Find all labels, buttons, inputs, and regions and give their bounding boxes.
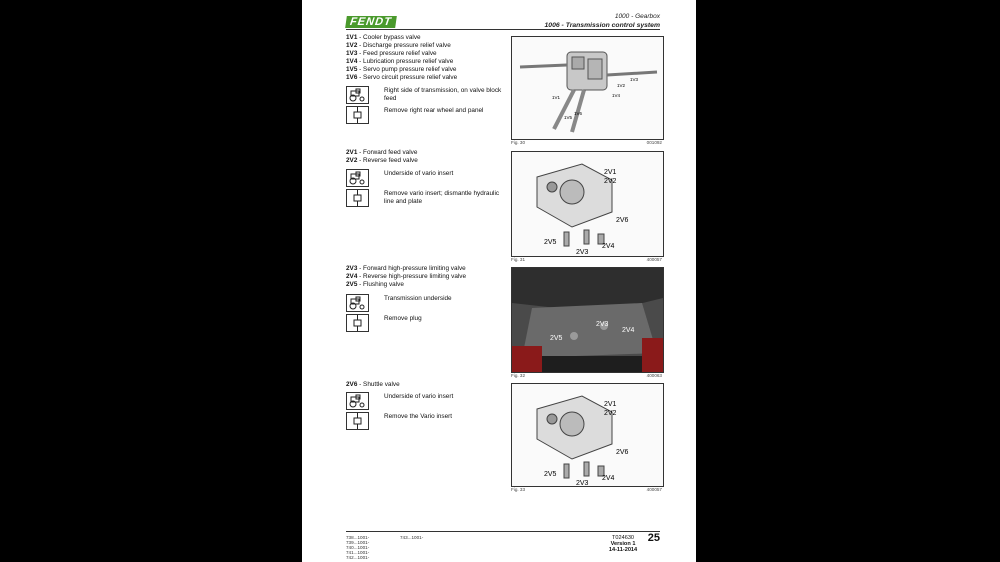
document-info: T024630 Version 1 14-11-2014 <box>608 535 638 553</box>
removal-step: Remove plug <box>346 314 506 332</box>
figure-label: 1V5 <box>564 115 573 120</box>
tractor-icon <box>346 294 369 312</box>
tractor-icon <box>346 392 369 410</box>
figure-label: 2V3 <box>576 249 589 256</box>
model-list-2: 743...1001- <box>400 535 424 540</box>
figure-label: 2V3 <box>596 321 609 328</box>
figure-label: 2V2 <box>604 410 617 417</box>
valve-item: 1V6 - Servo circuit pressure relief valve <box>346 74 458 81</box>
section-header: 1000 - Gearbox <box>614 13 660 20</box>
location-step: Transmission underside <box>346 294 506 312</box>
figure-label: 1V1 <box>552 95 561 100</box>
figure-label: 2V4 <box>622 327 635 334</box>
figure-vario-insert-2 <box>511 383 664 487</box>
tractor-icon <box>346 169 369 187</box>
figure-label: 2V3 <box>576 480 589 486</box>
valve-list-2 <box>346 149 418 165</box>
brand-logo: FENDT <box>345 16 396 28</box>
location-step: Underside of vario insert <box>346 169 506 187</box>
valve-item: 2V4 - Reverse high-pressure limiting valve <box>346 273 467 280</box>
component-icon <box>346 106 369 124</box>
figure-label: 2V1 <box>604 169 617 176</box>
figure-caption: Fig. 31 400057 <box>511 257 662 262</box>
figure-label: 2V6 <box>616 449 629 456</box>
valve-item: 1V3 - Feed pressure relief valve <box>346 50 437 57</box>
page-number: 25 <box>647 532 660 544</box>
figure-label: 1V4 <box>612 93 621 98</box>
valve-list-1 <box>346 34 457 82</box>
location-step: Right side of transmission, on valve block feed <box>346 86 506 104</box>
valve-item: 2V6 - Shuttle valve <box>346 381 400 388</box>
removal-step: Remove right rear wheel and panel <box>346 106 506 124</box>
valve-list-3 <box>346 265 466 289</box>
component-icon <box>346 314 369 332</box>
figure-caption: Fig. 30 001092 <box>511 140 662 145</box>
valve-item: 1V1 - Cooler bypass valve <box>346 34 421 41</box>
valve-item: 2V3 - Forward high-pressure limiting valve <box>346 265 466 272</box>
figure-label: 2V2 <box>604 178 617 185</box>
figure-label: 1V2 <box>617 83 626 88</box>
valve-item: 2V1 - Forward feed valve <box>346 149 418 156</box>
component-icon <box>346 189 369 207</box>
footer-divider <box>346 531 660 532</box>
removal-step: Remove vario insert; dismantle hydraulic line and plate <box>346 189 506 207</box>
tractor-icon <box>346 86 369 104</box>
header-divider <box>346 29 660 30</box>
location-step: Underside of vario insert <box>346 392 506 410</box>
figure-label: 2V4 <box>602 243 615 250</box>
figure-label: 1V6 <box>574 111 583 116</box>
valve-item: 1V4 - Lubrication pressure relief valve <box>346 58 454 65</box>
figure-caption: Fig. 33 400057 <box>511 487 662 492</box>
figure-valve-block <box>511 36 664 140</box>
figure-caption: Fig. 32 400063 <box>511 373 662 378</box>
removal-step: Remove the Vario insert <box>346 412 506 430</box>
figure-label: 2V4 <box>602 475 615 482</box>
manual-page <box>302 0 696 562</box>
figure-label: 2V1 <box>604 401 617 408</box>
component-icon <box>346 412 369 430</box>
chapter-title: 1006 - Transmission control system <box>544 22 660 29</box>
figure-label: 2V5 <box>544 471 557 478</box>
figure-vario-insert <box>511 151 664 257</box>
figure-label: 2V5 <box>550 335 563 342</box>
figure-transmission-photo <box>511 267 664 373</box>
valve-item: 1V2 - Discharge pressure relief valve <box>346 42 451 49</box>
figure-label: 2V6 <box>616 217 629 224</box>
figure-label: 1V3 <box>630 77 639 82</box>
model-list: 738...1001- 739...1001- 740...1001- 741...1001- 742...1001- <box>346 535 370 560</box>
valve-item: 2V5 - Flushing valve <box>346 281 404 288</box>
valve-item: 2V2 - Reverse feed valve <box>346 157 418 164</box>
valve-item: 1V5 - Servo pump pressure relief valve <box>346 66 457 73</box>
figure-label: 2V5 <box>544 239 557 246</box>
valve-list-4 <box>346 381 400 389</box>
